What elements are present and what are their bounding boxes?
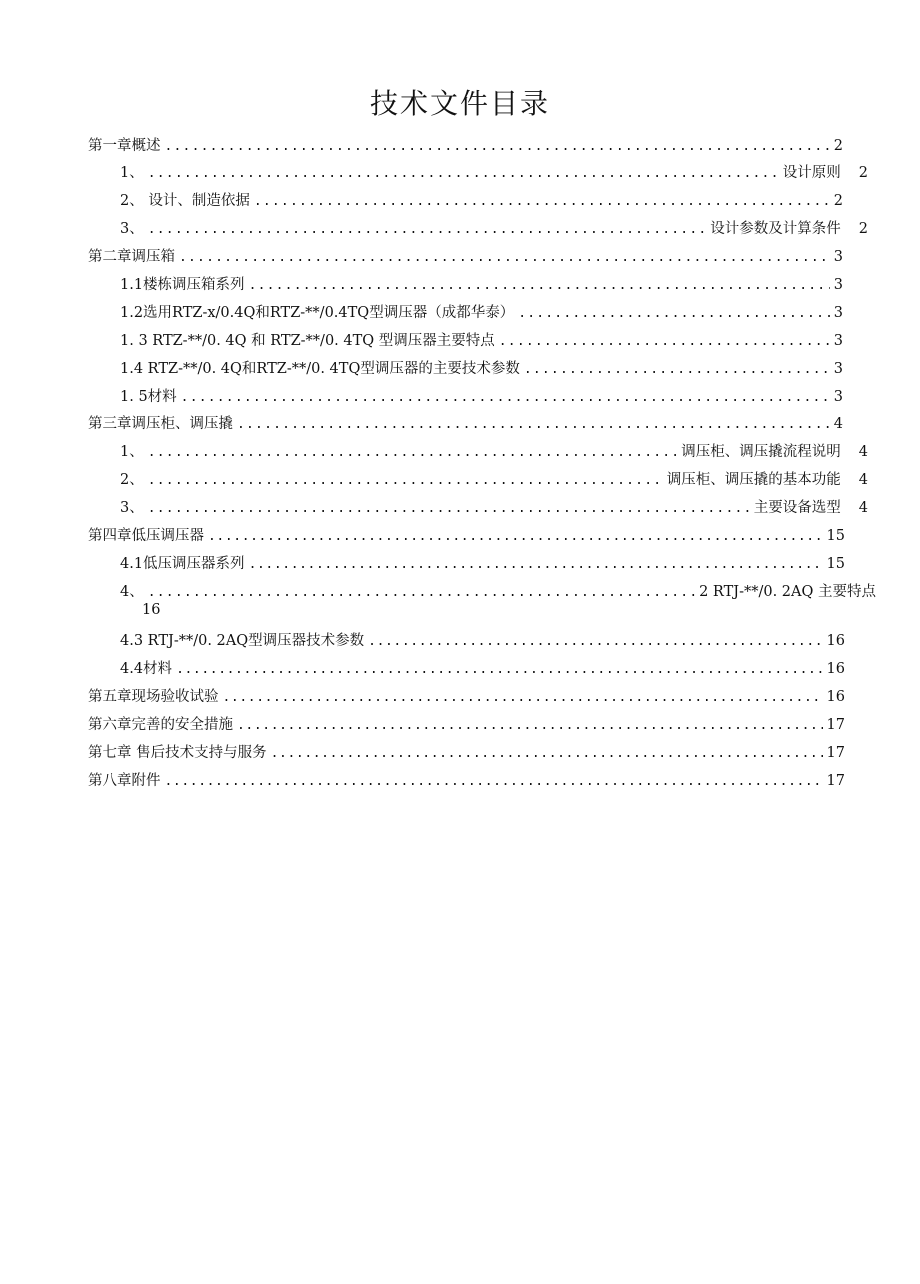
toc-page-number: 17 [826, 773, 845, 789]
toc-entry[interactable] [88, 412, 843, 434]
toc-leader [254, 194, 830, 209]
toc-leader [179, 250, 830, 265]
toc-page-number: 2 [833, 138, 843, 154]
toc-page-number: 16 [826, 661, 845, 677]
toc-page-number: 15 [826, 528, 845, 544]
toc-page-number: 2 [858, 165, 868, 181]
toc-entry-label: 3、 [120, 500, 144, 516]
toc-leader [518, 306, 830, 321]
toc-entry[interactable] [88, 685, 845, 707]
toc-entry-label: 4.4材料 [120, 661, 173, 677]
toc-page-number: 17 [826, 717, 845, 733]
toc-leader [237, 417, 830, 432]
toc-page-number: 4 [858, 472, 868, 488]
toc-page-number: 16 [142, 602, 161, 618]
toc-entry[interactable] [120, 496, 868, 518]
toc-leader [208, 529, 823, 544]
toc-entry-title: 设计原则 [782, 165, 841, 181]
toc-entry-label: 第八章附件 [88, 773, 161, 789]
document-title: 技术文件目录 [369, 87, 550, 120]
toc-leader [368, 634, 822, 649]
toc-leader [499, 334, 830, 349]
toc-page-number: 4 [858, 444, 868, 460]
toc-entry[interactable] [120, 629, 845, 651]
toc-entry[interactable] [120, 357, 843, 379]
toc-leader [165, 139, 830, 154]
toc-page-number: 2 [858, 221, 868, 237]
toc-entry[interactable] [120, 217, 868, 239]
toc-leader [249, 278, 830, 293]
toc-page-number: 3 [833, 389, 843, 405]
toc-page-number: 4 [833, 416, 843, 432]
toc-page-number: 16 [826, 689, 845, 705]
toc-leader [148, 222, 707, 237]
toc-entry-label: 4.3 RTJ-**/0. 2AQ型调压器技术参数 [120, 633, 365, 649]
toc-page-number: 3 [833, 305, 843, 321]
toc-entry-label: 第四章低压调压器 [88, 528, 204, 544]
toc-page-number: 3 [833, 333, 843, 349]
toc-entry-label: 2、 [120, 472, 144, 488]
toc-entry-label: 第七章 售后技术支持与服务 [88, 745, 267, 761]
toc-page-number: 17 [826, 745, 845, 761]
toc-entry-title: 调压柜、调压撬流程说明 [681, 444, 841, 460]
toc-entry-label: 1、 [120, 165, 144, 181]
toc-leader [148, 166, 779, 181]
toc-entry-label: 1. 5材料 [120, 389, 177, 405]
toc-entry-label: 1.2选用RTZ-x/0.4Q和RTZ-**/0.4TQ型调压器（成都华泰） [120, 305, 515, 321]
toc-entry-label: 2、 设计、制造依据 [120, 193, 250, 209]
toc-entry-title: 主要设备选型 [753, 500, 841, 516]
toc-leader [148, 473, 663, 488]
toc-entry[interactable] [120, 657, 845, 679]
toc-page-number: 3 [833, 361, 843, 377]
toc-entry[interactable] [120, 552, 845, 574]
toc-entry-label: 第一章概述 [88, 138, 161, 154]
toc-entry-label: 1.1楼栋调压箱系列 [120, 277, 245, 293]
toc-leader [524, 362, 830, 377]
toc-leader [271, 746, 823, 761]
toc-page-number: 16 [826, 633, 845, 649]
toc-entry-label: 4、 [120, 584, 144, 600]
toc-entry[interactable] [120, 329, 843, 351]
toc-entry[interactable] [88, 245, 843, 267]
toc-entry[interactable] [120, 385, 843, 407]
toc-entry-label: 1. 3 RTZ-**/0. 4Q 和 RTZ-**/0. 4TQ 型调压器主要特点 [120, 333, 495, 349]
toc-entry[interactable] [88, 134, 843, 156]
toc-entry-label: 第三章调压柜、调压撬 [88, 416, 233, 432]
toc-entry[interactable] [120, 301, 843, 323]
toc-entry[interactable] [120, 189, 843, 211]
toc-entry[interactable] [88, 713, 845, 735]
toc-leader [148, 501, 750, 516]
toc-leader [181, 390, 830, 405]
toc-entry-label: 4.1低压调压器系列 [120, 556, 245, 572]
toc-entry-title: 调压柜、调压撬的基本功能 [666, 472, 841, 488]
toc-entry-label: 第二章调压箱 [88, 249, 175, 265]
toc-page-number: 3 [833, 277, 843, 293]
toc-entry-label: 第五章现场验收试验 [88, 689, 219, 705]
toc-page-number: 4 [858, 500, 868, 516]
toc-leader [148, 585, 695, 600]
toc-entry[interactable] [120, 580, 876, 602]
toc-leader [223, 690, 823, 705]
toc-leader [249, 557, 823, 572]
toc-page-number: 15 [826, 556, 845, 572]
toc-leader [176, 662, 822, 677]
toc-entry[interactable] [88, 524, 845, 546]
toc-entry[interactable] [120, 440, 868, 462]
toc-entry[interactable] [120, 273, 843, 295]
toc-entry-label: 第六章完善的安全措施 [88, 717, 233, 733]
toc-leader [237, 718, 823, 733]
toc-entry-title: 2 RTJ-**/0. 2AQ 主要特点 [699, 584, 876, 600]
toc-entry-label: 1、 [120, 444, 144, 460]
toc-entry[interactable] [120, 161, 868, 183]
toc-page-number: 3 [833, 249, 843, 265]
toc-entry[interactable] [120, 468, 868, 490]
toc-entry-title: 设计参数及计算条件 [710, 221, 841, 237]
toc-entry[interactable] [88, 741, 845, 763]
toc-entry[interactable] [88, 769, 845, 791]
toc-page-number: 2 [833, 193, 843, 209]
toc-entry-label: 1.4 RTZ-**/0. 4Q和RTZ-**/0. 4TQ型调压器的主要技术参数 [120, 361, 520, 377]
toc-leader [165, 774, 823, 789]
toc-entry-label: 3、 [120, 221, 144, 237]
toc-leader [148, 445, 678, 460]
